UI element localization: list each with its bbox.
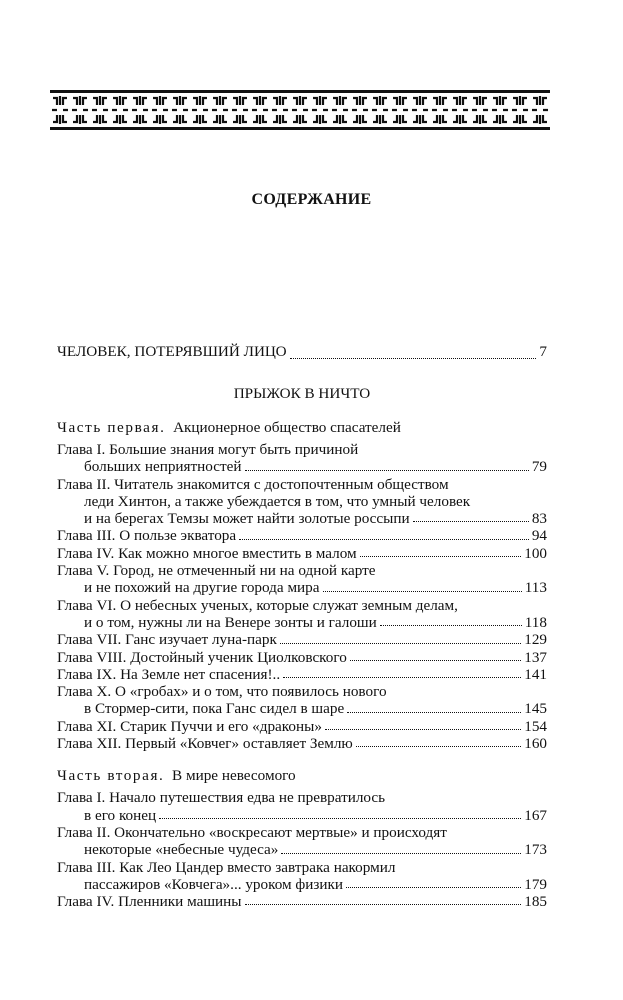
dot-leader	[380, 625, 522, 626]
dot-leader	[280, 643, 521, 644]
toc-entry-first[interactable]	[57, 340, 547, 364]
toc-entry-text: ЧЕЛОВЕК, ПОТЕРЯВШИЙ ЛИЦО	[57, 343, 287, 360]
part-heading-1	[57, 418, 547, 438]
toc-entry-line: и на берегах Темзы может найти золотые россыпи	[84, 510, 410, 528]
toc-entry-page: 179	[524, 875, 547, 893]
toc-entry-line: и о том, нужны ли на Венере зонты и галоши	[84, 613, 377, 631]
toc-entry[interactable]	[57, 441, 547, 476]
part2-entries	[57, 789, 547, 910]
toc-entry[interactable]	[57, 476, 547, 528]
toc-entry-page: 7	[539, 343, 547, 360]
ornament-pattern	[52, 96, 548, 124]
toc-entry[interactable]	[57, 718, 547, 735]
dot-leader	[281, 853, 521, 854]
toc-entry-line: некоторые «небесные чудеса»	[84, 841, 279, 859]
dot-leader	[245, 904, 522, 905]
toc-entry-page: 145	[524, 700, 547, 718]
part-heading-2	[57, 766, 547, 786]
toc-entry-line: Глава III. Как Лео Цандер вместо завтрака накормил	[57, 858, 396, 876]
toc-entry[interactable]	[57, 597, 547, 632]
part-label: Часть вторая.	[57, 767, 165, 785]
toc-entry-line: Глава XI. Старик Пуччи и его «драконы»	[57, 717, 322, 735]
dot-leader	[283, 677, 521, 678]
decorative-border-pattern	[50, 93, 550, 127]
toc-entry-page: 173	[524, 841, 547, 859]
toc-entry[interactable]	[57, 527, 547, 544]
dot-leader	[346, 887, 521, 888]
toc-entry-line: Глава VIII. Достойный ученик Циолковского	[57, 648, 347, 666]
section-title: ПРЫЖОК В НИЧТО	[233, 385, 371, 402]
toc-entry-line: пассажиров «Ковчега»... уроком физики	[84, 875, 344, 893]
toc-entry-page: 154	[524, 717, 547, 735]
dot-leader	[325, 729, 521, 730]
dot-leader	[239, 539, 529, 540]
toc-entry[interactable]	[57, 735, 547, 752]
toc-entry[interactable]	[57, 631, 547, 648]
toc-entry[interactable]	[57, 824, 547, 859]
dot-leader	[350, 660, 521, 661]
toc-entry-line: в Стормер-сити, пока Ганс сидел в шаре	[84, 700, 345, 718]
dot-leader	[245, 470, 529, 471]
toc-entry-page: 137	[524, 648, 547, 666]
toc-entry-line: Глава III. О пользе экватора	[57, 527, 237, 545]
toc-entry-line: Глава V. Город, не отмеченный ни на одной карте	[57, 562, 376, 580]
toc-entry-line: в его конец	[84, 806, 157, 824]
toc-entry-line: больших неприятностей	[84, 458, 242, 476]
toc-entry-line: Глава X. О «гробах» и о том, что появилось нового	[57, 683, 387, 701]
dot-leader	[323, 591, 522, 592]
dot-leader	[356, 746, 521, 747]
part1-entries	[57, 441, 547, 752]
dot-leader	[413, 521, 529, 522]
toc-entry-page: 141	[524, 665, 547, 683]
toc-entry-line: Глава I. Большие знания могут быть причиной	[57, 441, 359, 458]
toc-entry-page: 83	[531, 510, 547, 528]
toc-entry-page: 94	[531, 527, 547, 545]
toc-entry-line: Глава XII. Первый «Ковчег» оставляет Землю	[57, 735, 353, 753]
toc-entry-line: Глава I. Начало путешествия едва не превратилось	[57, 789, 386, 807]
part-title: Акционерное общество спасателей	[173, 419, 401, 436]
toc-entry-line: Глава VII. Ганс изучает луна-парк	[57, 631, 277, 649]
toc-entry-page: 113	[524, 579, 547, 597]
toc-entry[interactable]	[57, 545, 547, 562]
dot-leader	[360, 556, 522, 557]
toc-entry-page: 185	[524, 893, 547, 911]
toc-entry[interactable]	[57, 683, 547, 718]
toc-entry-line: Глава VI. О небесных ученых, которые служат земным делам,	[57, 596, 458, 614]
toc-entry-page: 160	[524, 735, 547, 753]
dot-leader	[347, 712, 521, 713]
toc-entry-line: Глава IV. Как можно многое вместить в малом	[57, 544, 357, 562]
toc-entry[interactable]	[57, 666, 547, 683]
toc-entry-line: Глава II. Окончательно «воскресают мертвые» и происходят	[57, 823, 447, 841]
toc-entry-line: и не похожий на другие города мира	[84, 579, 320, 597]
page-title: СОДЕРЖАНИЕ	[251, 191, 372, 208]
table-of-contents	[57, 340, 547, 910]
part-label: Часть первая.	[57, 419, 166, 436]
decorative-border	[50, 90, 550, 130]
toc-entry[interactable]	[57, 893, 547, 910]
toc-entry-page: 167	[524, 806, 547, 824]
toc-entry[interactable]	[57, 859, 547, 894]
toc-entry-line: Глава II. Читатель знакомится с достопочтенным обществом	[57, 475, 449, 493]
part-title: В мире невесомого	[172, 767, 296, 785]
toc-entry[interactable]	[57, 562, 547, 597]
toc-entry-line: Глава IX. На Земле нет спасения!..	[57, 665, 281, 683]
dot-leader	[159, 818, 521, 819]
toc-entry[interactable]	[57, 649, 547, 666]
toc-entry-page: 100	[524, 544, 547, 562]
toc-entry-line: леди Хинтон, а также убеждается в том, что умный человек	[84, 492, 471, 510]
toc-entry-page: 118	[524, 613, 547, 631]
toc-entry-page: 79	[531, 458, 547, 476]
toc-entry-line: Глава IV. Пленники машины	[57, 893, 242, 911]
toc-entry[interactable]	[57, 789, 547, 824]
dot-leader	[290, 358, 537, 359]
toc-entry-page: 129	[524, 631, 547, 649]
